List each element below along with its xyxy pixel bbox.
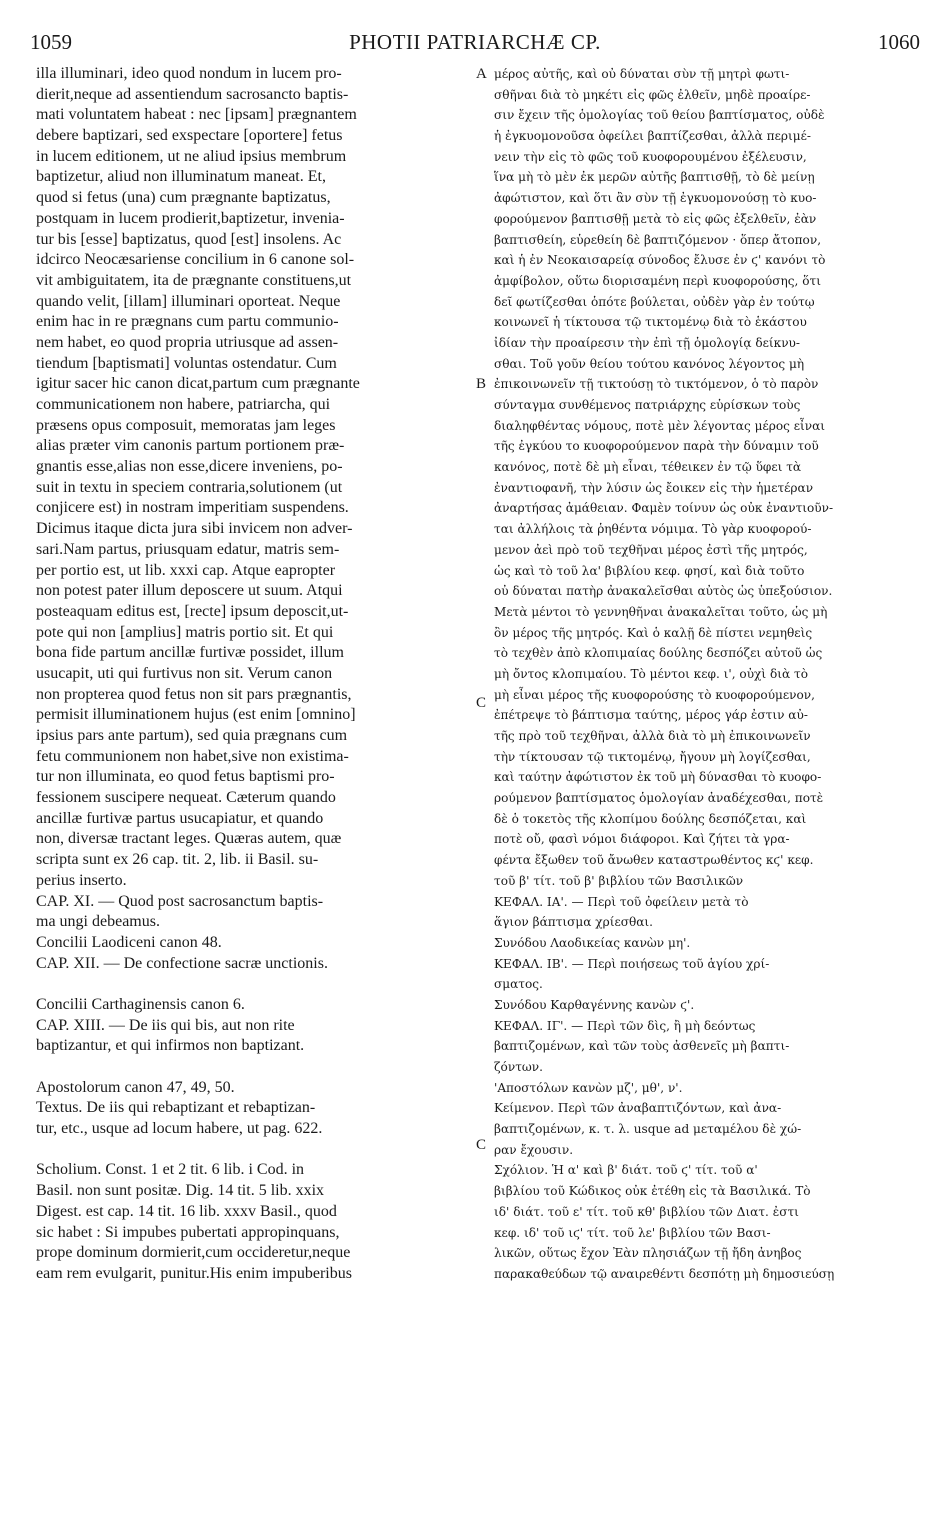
- latin-text-line: tur non illuminata, eo quod fetus baptismi pro-: [36, 768, 335, 786]
- latin-text-line: tiendum [baptismati] voluntas ostendatur. Cum: [36, 354, 337, 372]
- greek-text-line: τοῦ β' τίτ. τοῦ β' βιβλίου τῶν Βασιλικῶν: [494, 873, 744, 888]
- greek-text-line: Μετὰ μέντοι τὸ γεννηθῆναι ἀνακαλεῖται τοῦτο, ὡς μὴ: [494, 604, 828, 619]
- page-number-left: 1059: [30, 30, 72, 54]
- greek-text-line: δεῖ φωτίζεσθαι ὁπότε βούλεται, οὐδὲν γὰρ ἐν τούτῳ: [494, 294, 815, 309]
- greek-text-line: μενον ἀεὶ πρὸ τοῦ τεχθῆναι μέρος ἐστὶ τῆς μητρός,: [494, 542, 808, 557]
- greek-text-line: τὴν τίκτουσαν τῷ τικτομένῳ, ἤγουν μὴ λογίζεσθαι,: [494, 749, 811, 764]
- latin-text-line: idcirco Neocæsariense concilium in 6 canone sol-: [36, 251, 355, 269]
- greek-text-line: ιδ' διάτ. τοῦ ε' τίτ. τοῦ κθ' βιβλίου τῶν Διατ. ἐστι: [494, 1204, 799, 1219]
- greek-text-line: ἵνα μὴ τὸ μὲν ἐκ μερῶν αὐτῆς βαπτισθῇ, τὸ δὲ μείνῃ: [494, 170, 815, 185]
- latin-text-line: CAP. XI. — Quod post sacrosanctum baptis-: [36, 892, 324, 910]
- latin-text-line: Dicimus itaque dicta jura sibi invicem non adver-: [36, 520, 353, 538]
- latin-text-line: baptizantur, et qui infirmos non baptizant.: [36, 1037, 305, 1055]
- latin-column: [36, 64, 471, 1285]
- latin-text-line: non potest pater illum deposcere ut suum. Atqui: [36, 582, 343, 600]
- latin-text-line: tur bis [esse] baptizatus, quod [est] insolens. Ac: [36, 230, 342, 248]
- latin-text-line: Basil. non sunt positæ. Dig. 14 tit. 5 lib. xxix: [36, 1182, 325, 1200]
- latin-text-line: igitur sacer hic canon dicat,partum cum prægnante: [36, 375, 360, 393]
- greek-text-line: ἀμφίβολον, οὕτω διορισαμένη περὶ κυοφορούσης, ὅτι: [494, 273, 821, 288]
- greek-text-line: ἡ ἐγκυομονοῦσα ὀφείλει βαπτίζεσθαι, ἀλλὰ περιμέ-: [494, 129, 811, 144]
- greek-text-line: ΚΕΦΑΛ. ΙΓ'. — Περὶ τῶν δὶς, ἢ μὴ δεόντως: [494, 1018, 756, 1033]
- greek-text-line: ποτὲ οὔ, φασὶ νόμοι διάφοροι. Καὶ ζήτει τὰ γρα-: [494, 832, 790, 847]
- greek-text-line: βαπτισθείη, εὑρεθείη δὲ βαπτιζόμενον · ὅπερ ἄτοπον,: [494, 232, 822, 247]
- greek-text-line: βαπτιζομένων, κ. τ. λ. usque ad μεταμέλου δὲ χώ-: [494, 1122, 802, 1137]
- latin-text-line: fessionem suscipere nequeat. Cæterum quando: [36, 789, 336, 807]
- greek-text-line: ἰδίαν τὴν προαίρεσιν τὴν ἐπὶ τῇ ὁμολογίᾳ δείκνυ-: [494, 335, 800, 350]
- greek-text-line: σιν ἔχειν τῆς ὁμολογίας τοῦ θείου βαπτίσματος, οὐδὲ: [494, 108, 825, 123]
- latin-text-line: quod si fetus (una) cum prægnante baptizatus,: [36, 189, 331, 207]
- greek-text-line: ρούμενον βαπτίσματος ὁμολογίαν ἀναδέχεσθαι, ποτὲ: [494, 791, 824, 806]
- greek-text-line: ἅγιον βάπτισμα χρίεσθαι.: [494, 915, 654, 930]
- latin-text-line: CAP. XII. — De confectione sacræ unctionis.: [36, 954, 328, 972]
- latin-text-line: ma ungi debeamus.: [36, 913, 160, 931]
- greek-text-line: σθῆναι διὰ τὸ μηκέτι εἰς φῶς ἐλθεῖν, μηδὲ προαίρε-: [494, 87, 811, 102]
- greek-text-line: καὶ ἡ ἐν Νεοκαισαρείᾳ σύνοδος ἔλυσε ἐν ϛ' κανόνι τὸ: [494, 253, 826, 268]
- greek-text-line: νειν τὴν εἰς τὸ φῶς τοῦ κυοφορουμένου ἐξέλευσιν,: [494, 149, 807, 164]
- greek-text-line: φέντα ἔξωθεν τοῦ ἄνωθεν καταστρωθέντος κϛ' κεφ.: [494, 853, 814, 868]
- latin-text-line: alias præter vim canonis partum portionem præ-: [36, 437, 345, 455]
- latin-text-line: vit ambiguitatem, ita de prægnante constituens,ut: [36, 271, 352, 289]
- latin-text-line: enim hac in re prægnans cum partu communio-: [36, 313, 339, 331]
- latin-text-line: in lucem editionem, ut ne aliud ipsius membrum: [36, 147, 347, 165]
- latin-text-line: per portio est, ut lib. xxxi cap. Atque eapropter: [36, 561, 336, 579]
- latin-text-line: nem habet, eo quod propria utriusque ad assen-: [36, 333, 339, 351]
- latin-text-line: ipsius pars ante partum), sed quia prægnans cum: [36, 727, 348, 744]
- latin-text-line: sic habet : Si impubes pubertati appropinquans,: [36, 1223, 340, 1241]
- greek-text-line: παρακαθεύδων τῷ αναιρεθέντι δεσπότῃ μὴ δημοσιεύσῃ: [494, 1266, 835, 1281]
- greek-text-line: Σχόλιον. Ἡ α' καὶ β' διάτ. τοῦ ϛ' τίτ. τοῦ α': [494, 1163, 758, 1178]
- greek-text-line: τῆς πρὸ τοῦ τεχθῆναι, ἀλλὰ διὰ τὸ μὴ ἐπικοινωνεῖν: [494, 729, 811, 743]
- latin-text-line: eam rem evulgarit, punitur.His enim impuberibus: [36, 1264, 352, 1282]
- greek-text-line: ἐπέτρεψε τὸ βάπτισμα ταύτης, μέρος γάρ ἐστιν αὐ-: [494, 708, 808, 723]
- latin-text-line: mati voluntatem habeat : nec [ipsam] prægnantem: [36, 106, 357, 124]
- latin-text-line: Concilii Carthaginensis canon 6.: [36, 995, 245, 1013]
- latin-text-line: tur, etc., usque ad locum habere, ut pag. 622.: [36, 1120, 323, 1138]
- latin-text-line: Textus. De iis qui rebaptizant et rebaptizan-: [36, 1099, 316, 1117]
- latin-text-line: ancillæ furtivæ partus usucapiatur, et quando: [36, 809, 324, 827]
- latin-text-line: posteaquam editus est, [recte] ipsum deposcit,ut-: [36, 602, 349, 620]
- latin-text-line: pote qui non [amplius] matris portio sit. Et qui: [36, 623, 334, 641]
- latin-text-line: bona fide partum ancillæ furtivæ possidet, illum: [36, 644, 344, 662]
- latin-text-line: Apostolorum canon 47, 49, 50.: [36, 1078, 235, 1096]
- greek-column: [494, 64, 924, 1285]
- greek-text-line: βαπτιζομένων, καὶ τῶν τοὺς ἀσθενεῖς μὴ βαπτι-: [494, 1039, 790, 1054]
- margin-letter-b: B: [476, 376, 487, 392]
- latin-text-line: communicationem non habere, patriarcha, qui: [36, 396, 331, 413]
- latin-text-line: præsens opus composuit, memoratas jam leges: [36, 416, 336, 434]
- greek-text-line: ται ἀλλήλοις τὰ ῥηθέντα νόμιμα. Τὸ γὰρ κυοφορού-: [494, 522, 812, 537]
- greek-text-line: ἐπικοινωνεῖν τῇ τικτούσῃ τὸ τικτόμενον, ὁ τὸ παρὸν: [494, 377, 819, 392]
- greek-text-line: ἐναντιοφανῆ, τὴν λύσιν ὡς ἔοικεν εἰς τὴν ἡμετέραν: [494, 480, 814, 495]
- latin-text-line: baptizetur, aliud non illuminatum maneat. Et,: [36, 168, 326, 186]
- latin-text-line: illa illuminari, ideo quod nondum in lucem pro-: [36, 65, 342, 82]
- latin-text-line: non propterea quod fetus non sit pars prægnantis,: [36, 685, 352, 703]
- greek-text-line: τὸ τεχθὲν ἀπὸ κλοπιμαίας δούλης δεσπόζει αὐτοῦ ὡς: [494, 646, 823, 661]
- latin-text-line: Concilii Laodiceni canon 48.: [36, 933, 222, 951]
- greek-text-line: δὲ ὁ τοκετὸς τῆς κλοπίμου δούλης δεσπόζεται, καὶ: [494, 811, 807, 826]
- latin-text-line: postquam in lucem prodierit,baptizetur, invenia-: [36, 209, 345, 227]
- greek-text-line: μὴ εἶναι μέρος τῆς κυοφορούσης τὸ κυοφορούμενον,: [494, 687, 816, 702]
- latin-text-line: Scholium. Const. 1 et 2 tit. 6 lib. i Cod. in: [36, 1161, 305, 1179]
- running-title: PHOTII PATRIARCHÆ CP.: [349, 30, 601, 54]
- greek-text-line: φορούμενον βαπτισθῇ μετὰ τὸ εἰς φῶς ἐξελθεῖν, ἐὰν: [494, 211, 817, 226]
- greek-text-line: ὂν μέρος τῆς μητρός. Καὶ ὁ καλῇ δὲ πίστει νεμηθεὶς: [494, 625, 813, 640]
- greek-text-line: κοινωνεῖ ἡ τίκτουσα τῷ τικτομένῳ διὰ τὸ ἑκάστου: [494, 315, 807, 330]
- greek-text-line: ζόντων.: [494, 1060, 543, 1074]
- latin-text-line: conjicere est) in nostram imperitiam suspendens.: [36, 499, 349, 517]
- latin-text-line: non, diversæ tractant leges. Quæras autem, quæ: [36, 830, 342, 848]
- latin-text-line: prope dominum dormierit,cum occideretur,neque: [36, 1244, 351, 1262]
- greek-text-line: μέρος αὐτῆς, καὶ οὐ δύναται σὺν τῇ μητρὶ φωτι-: [494, 67, 790, 81]
- greek-text-line: ὡς καὶ τὸ τοῦ λα' βιβλίου κεφ. φησί, καὶ διὰ τοῦτο: [494, 563, 805, 578]
- greek-text-line: ἀφώτιστον, καὶ ὅτι ἂν σὺν τῇ ἐγκυομονούσῃ τὸ κυο-: [494, 191, 817, 206]
- margin-letter-c2: C: [476, 1137, 487, 1153]
- greek-text-line: ΚΕΦΑΛ. ΙΒ'. — Περὶ ποιήσεως τοῦ ἁγίου χρί-: [494, 956, 770, 971]
- greek-text-line: λικῶν, οὕτως ἔχον Ἐὰν πλησιάζων τῇ ἤδη ἀνηβος: [494, 1246, 802, 1261]
- latin-text-line: sari.Nam partus, priusquam edatur, matris sem-: [36, 540, 340, 558]
- margin-letter-c: C: [476, 695, 487, 711]
- greek-text-line: Κείμενον. Περὶ τῶν ἀναβαπτιζόντων, καὶ ἀνα-: [494, 1101, 782, 1116]
- greek-text-line: ἀναρτήσας ἀμάθειαν. Φαμὲν τοίνυν ὡς οὐκ ἐναντιοῦν-: [494, 501, 834, 516]
- greek-text-line: καὶ ταύτην ἀφώτιστον ἐκ τοῦ μὴ δύνασθαι τὸ κυοφο-: [494, 770, 822, 785]
- latin-text-line: gnantis esse,alias non esse,dicere inveniens, po-: [36, 458, 343, 476]
- latin-text-line: dierit,neque ad assentiendum sacrosancto baptis-: [36, 85, 349, 103]
- greek-text-line: μὴ ὄντος κλοπιμαίου. Τὸ μέντοι κεφ. ι', οὐχὶ διὰ τὸ: [494, 666, 808, 681]
- latin-text-line: permisit illuminationem hujus (est enim [omnino]: [36, 706, 356, 724]
- latin-text-line: CAP. XIII. — De iis qui bis, aut non rite: [36, 1016, 295, 1034]
- page-number-right: 1060: [878, 30, 920, 54]
- greek-text-line: Συνόδου Λαοδικείας κανὼν μη'.: [494, 935, 691, 950]
- latin-text-line: [36, 1057, 471, 1078]
- latin-text-line: [36, 1140, 471, 1161]
- greek-text-line: ΚΕΦΑΛ. ΙΑ'. — Περὶ τοῦ ὀφείλειν μετὰ τὸ: [494, 894, 749, 909]
- greek-text-line: τῆς ἐγκύου το κυοφορούμενον παρὰ τὴν δύναμιν τοῦ: [494, 439, 819, 454]
- greek-text-line: βιβλίου τοῦ Κώδικος οὐκ ἐτέθη εἰς τὰ Βασιλικά. Τὸ: [494, 1184, 811, 1199]
- latin-text-line: [36, 974, 471, 995]
- greek-text-line: Συνόδου Καρθαγέννης κανὼν ϛ'.: [494, 997, 695, 1012]
- greek-text-line: 'Αποστόλων κανὼν μζ', μθ', ν'.: [494, 1080, 683, 1095]
- latin-text-line: quando velit, [illam] illuminari oporteat. Neque: [36, 292, 341, 310]
- greek-text-line: διαληφθέντας νόμους, ποτὲ μὲν λέγοντας μέρος εἶναι: [494, 418, 825, 433]
- greek-text-line: σματος.: [494, 977, 543, 992]
- latin-text-line: suit in textu in speciem contraria,solutionem (ut: [36, 478, 343, 496]
- latin-text-line: perius inserto.: [36, 871, 127, 889]
- latin-text-line: usucapit, uti qui furtivus non sit. Verum canon: [36, 664, 333, 682]
- latin-text-line: debere baptizari, sed exspectare [oportere] fetus: [36, 127, 343, 145]
- latin-text-line: scripta sunt ex 26 cap. tit. 2, lib. ii Basil. su-: [36, 851, 319, 869]
- latin-text-line: fetu communionem non habet,sive non existima-: [36, 747, 349, 765]
- margin-letter-a: A: [476, 66, 487, 82]
- greek-text-line: ραν ἔχουσιν.: [494, 1142, 574, 1157]
- latin-text-line: Digest. est cap. 14 tit. 16 lib. xxxv Basil., quod: [36, 1202, 337, 1220]
- greek-text-line: σύνταγμα συνθέμενος πατριάρχης εὑρίσκων τοὺς: [494, 398, 801, 412]
- greek-text-line: σθαι. Τοῦ γοῦν θείου τούτου κανόνος λέγοντος μὴ: [494, 356, 805, 371]
- greek-text-line: οὐ δύναται πατὴρ ἀνακαλεῖσθαι αὐτὸς ὡς ὑπεξούσιον.: [494, 584, 833, 599]
- greek-text-line: κανόνος, ποτὲ δὲ μὴ εἶναι, τέθεικεν ἐν τῷ ὕφει τὰ: [494, 460, 802, 475]
- page-header: [30, 30, 920, 56]
- greek-text-line: κεφ. ιδ' τοῦ ιϛ' τίτ. τοῦ λε' βιβλίου τῶν Βασι-: [494, 1225, 771, 1240]
